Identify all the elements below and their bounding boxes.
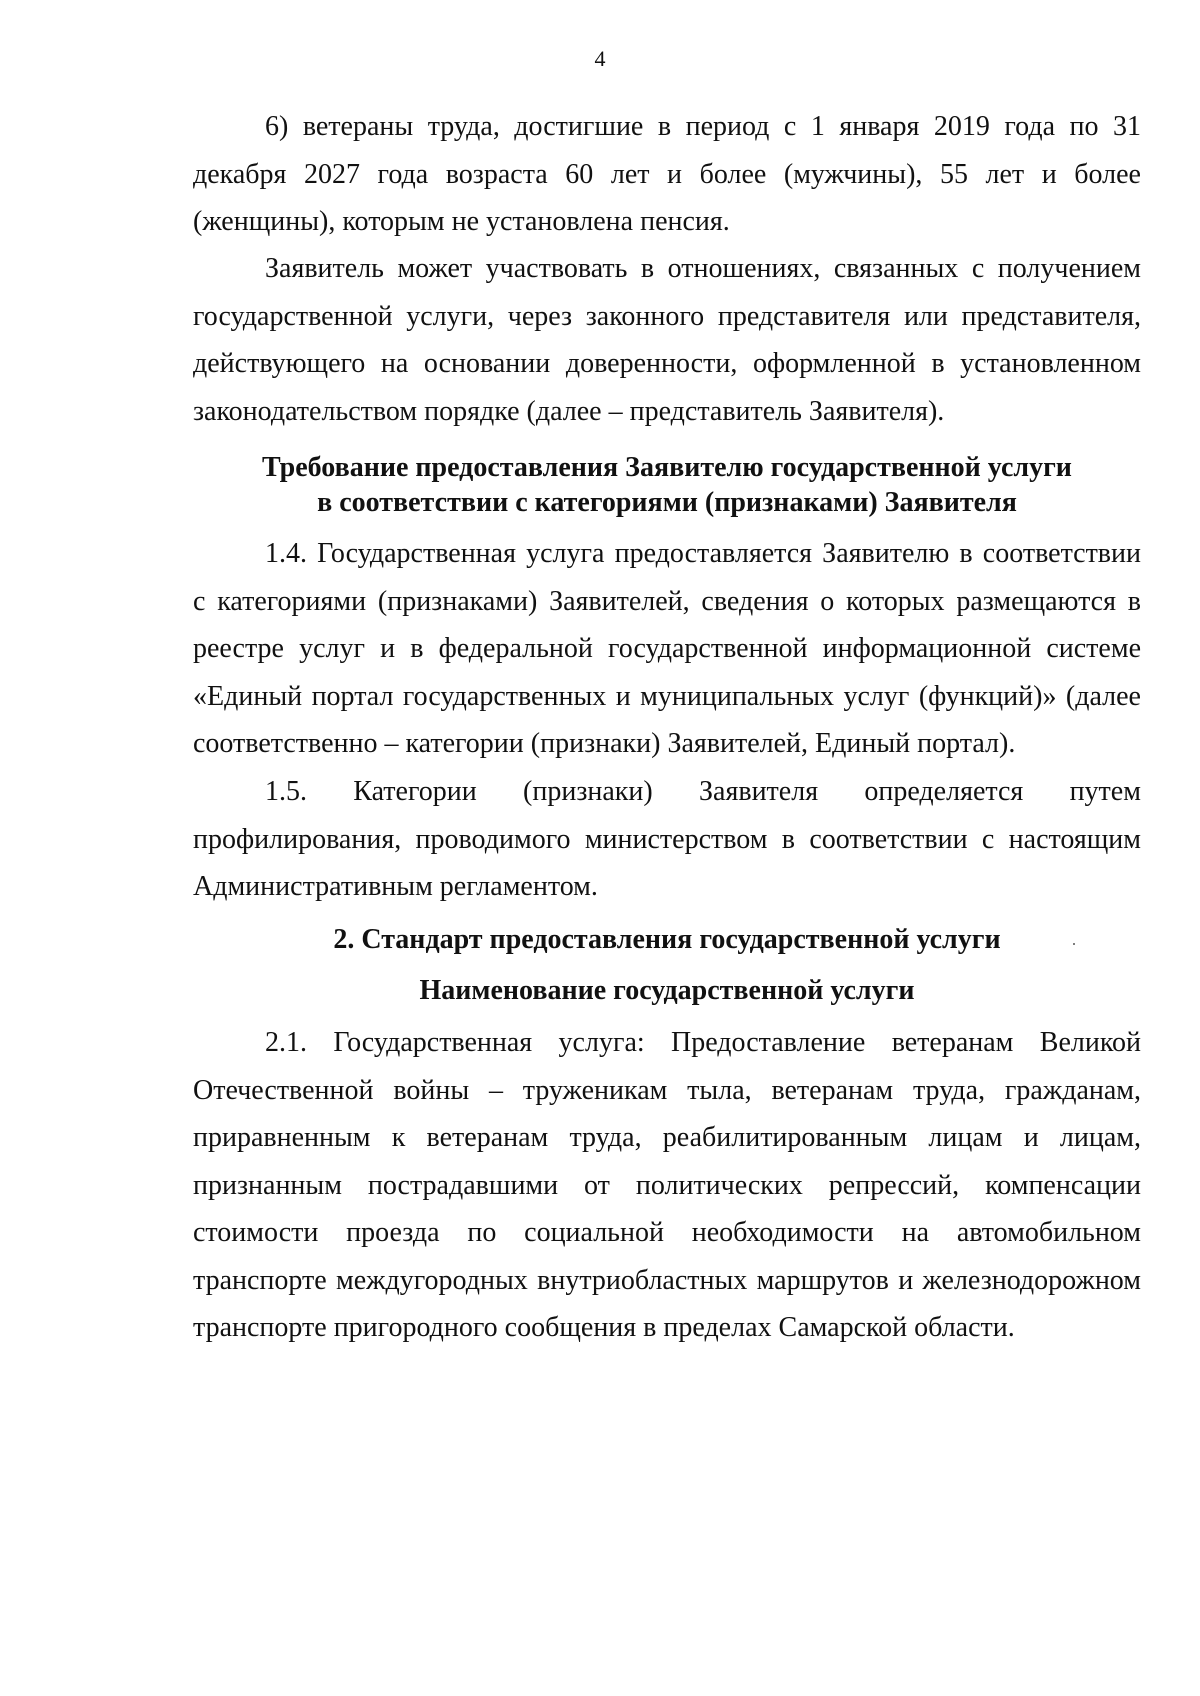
word: путем: [1069, 776, 1141, 807]
section-heading-standard: 2. Стандарт предоставления государственной услуги: [333, 924, 1001, 955]
word: 1.5.: [265, 776, 307, 807]
heading-line-2: в соответствии с категориями (признаками) Заявителя: [317, 487, 1017, 518]
section-heading-requirement: [193, 450, 1141, 520]
paragraph-1-4: 1.4. Государственная услуга предоставляется Заявителю в соответствии с категориями (признаками) Заявителей, сведения о которых размещаются в реестре услуг и в федеральной государственной информационной системе «Единый портал государственных и муниципальных услуг (функций)» (далее соответственно – категории (признаки) Заявителей, Единый портал).: [193, 538, 1141, 759]
paragraph-1-5-first-line: [193, 768, 1141, 816]
paragraph-veterans-item-6: 6) ветераны труда, достигшие в период с 1 января 2019 года по 31 декабря 2027 года возраста 60 лет и более (мужчины), 55 лет и более (женщины), которым не установлена пенсия.: [193, 111, 1141, 237]
scan-speck: [1073, 943, 1075, 945]
word: (признаки): [523, 776, 653, 807]
paragraph-2-1: 2.1. Государственная услуга: Предоставление ветеранам Великой Отечественной войны – труженикам тыла, ветеранам труда, гражданам, приравненным к ветеранам труда, реабилитированным лицам и лицам, признанным пострадавшими от политических репрессий, компенсации стоимости проезда по социальной необходимости на автомобильном транспорте междугородных внутриобластных маршрутов и железнодорожном транспорте пригородного сообщения в пределах Самарской области.: [193, 1027, 1141, 1343]
word: Категории: [353, 776, 477, 807]
page-number: 4: [594, 46, 606, 71]
word: Заявителя: [699, 776, 819, 807]
word: определяется: [864, 776, 1024, 807]
paragraph-applicant-representative: Заявитель может участвовать в отношениях, связанных с получением государственной услуги, через законного представителя или представителя, действующего на основании доверенности, оформленной в установленном законодательством порядке (далее – представитель Заявителя).: [193, 253, 1141, 427]
heading-line-1: Требование предоставления Заявителю государственной услуги: [262, 452, 1072, 483]
paragraph-1-5-continuation: профилирования, проводимого министерством в соответствии с настоящим Административным регламентом.: [193, 823, 1141, 902]
paragraph-1-5: [193, 768, 1141, 911]
subsection-heading-service-name: Наименование государственной услуги: [419, 975, 915, 1006]
